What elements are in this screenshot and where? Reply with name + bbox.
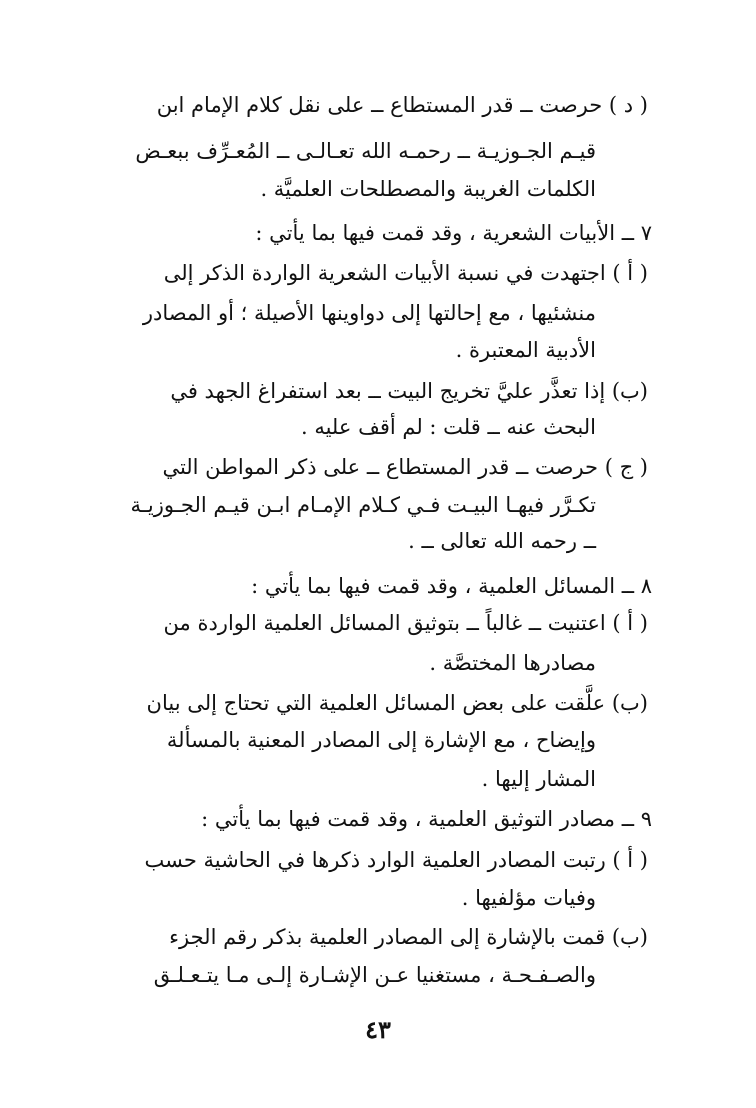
text-line: المشار إليها .: [481, 767, 596, 791]
text-line: مصادرها المختصَّة .: [429, 651, 596, 675]
text-line: تكـرَّر فيهـا البيـت فـي كـلام الإمـام ابـن قيـم الجـوزيـة: [130, 493, 596, 517]
text-line: قيـم الجـوزيـة ــ رحمـه الله تعـالـى ــ المُعـرِّف ببعـض: [135, 139, 596, 163]
text-line: ــ رحمه الله تعالى ــ .: [408, 529, 596, 553]
section-heading-8: ٨ ــ المسائل العلمية ، وقد قمت فيها بما يأتي :: [251, 574, 652, 598]
text-line: ( ج ) حرصت ــ قدر المستطاع ــ على ذكر المواطن التي: [162, 455, 648, 479]
page-number: ٤٣: [365, 1015, 391, 1044]
text-line: والصـفـحـة ، مستغنيا عـن الإشـارة إلـى مـا يتـعـلـق: [153, 963, 596, 987]
text-line: منشئيها ، مع إحالتها إلى دواوينها الأصيلة ؛ أو المصادر: [142, 301, 596, 325]
text-line: البحث عنه ــ قلت : لم أقف عليه .: [300, 415, 596, 439]
text-line: ( أ ) اعتنيت ــ غالباً ــ بتوثيق المسائل العلمية الواردة من: [163, 611, 648, 635]
section-heading-9: ٩ ــ مصادر التوثيق العلمية ، وقد قمت فيها بما يأتي :: [201, 807, 652, 831]
text-line: وفيات مؤلفيها .: [461, 886, 596, 910]
text-line: ( أ ) رتبت المصادر العلمية الوارد ذكرها في الحاشية حسب: [144, 848, 648, 872]
text-line: (ب) إذا تعذَّر عليَّ تخريج البيت ــ بعد استفراغ الجهد في: [170, 379, 648, 403]
text-line: (ب) علَّقت على بعض المسائل العلمية التي تحتاج إلى بيان: [146, 691, 648, 715]
text-line: الأدبية المعتبرة .: [455, 338, 596, 362]
text-line: الكلمات الغريبة والمصطلحات العلميَّة .: [260, 177, 596, 201]
text-line: (ب) قمت بالإشارة إلى المصادر العلمية بذكر رقم الجزء: [169, 925, 648, 949]
section-heading-7: ٧ ــ الأبيات الشعرية ، وقد قمت فيها بما يأتي :: [255, 221, 652, 245]
text-line: وإيضاح ، مع الإشارة إلى المصادر المعنية بالمسألة: [166, 728, 596, 752]
text-line: ( د ) حرصت ــ قدر المستطاع ــ على نقل كلام الإمام ابن: [156, 93, 648, 117]
text-line: ( أ ) اجتهدت في نسبة الأبيات الشعرية الواردة الذكر إلى: [163, 261, 648, 285]
